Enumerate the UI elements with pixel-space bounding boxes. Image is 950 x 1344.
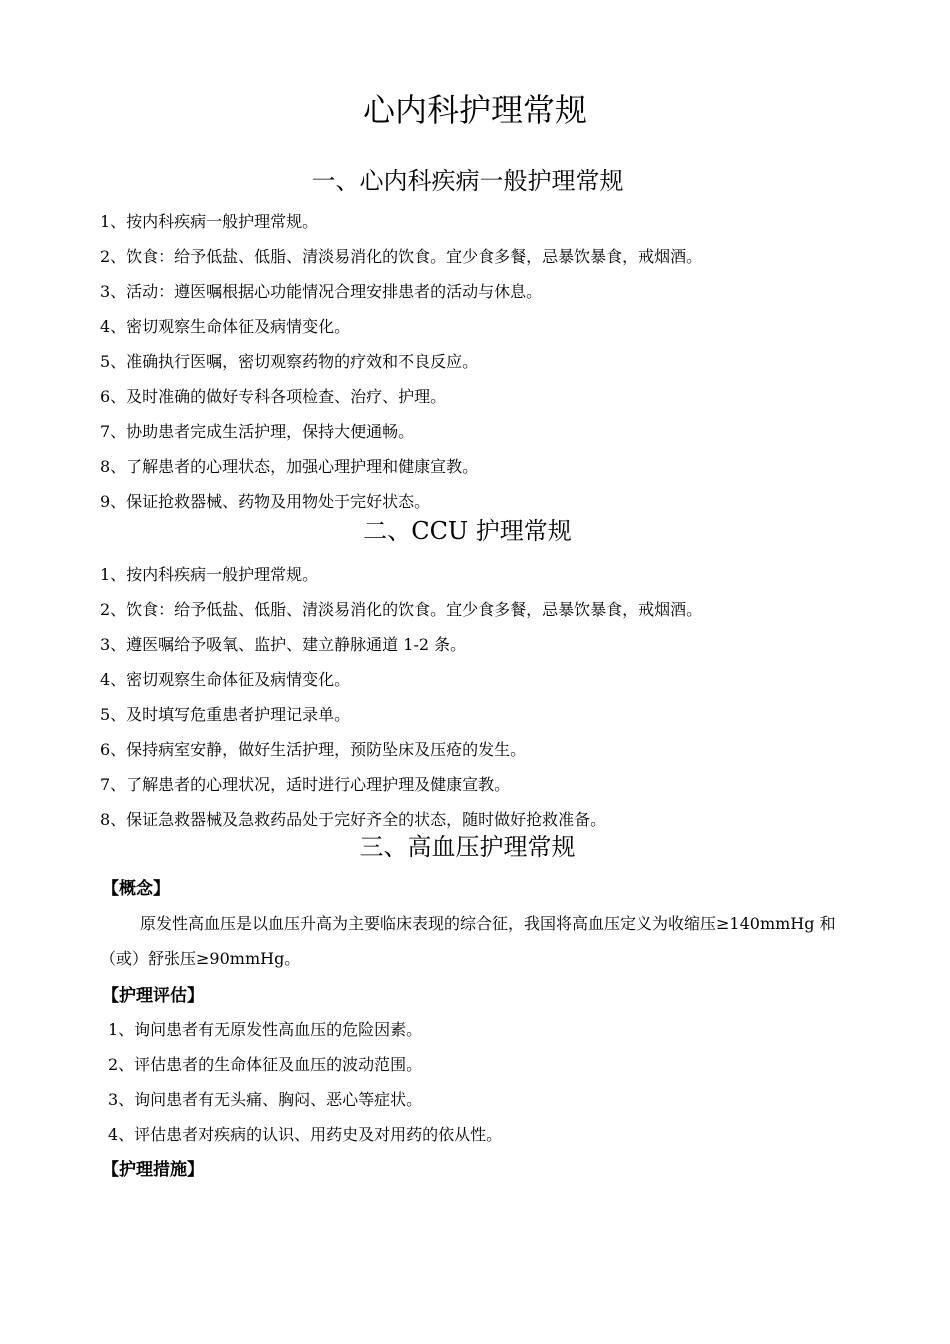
list-item: 5、准确执行医嘱，密切观察药物的疗效和不良反应。	[100, 352, 479, 371]
assessment-list	[108, 1012, 502, 1152]
measures-label: 【护理措施】	[102, 1160, 204, 1180]
list-item: 2、饮食：给予低盐、低脂、清淡易消化的饮食。宜少食多餐，忌暴饮暴食，戒烟酒。	[100, 600, 703, 619]
concept-label: 【概念】	[102, 879, 170, 899]
list-item: 8、了解患者的心理状态，加强心理护理和健康宣教。	[100, 457, 479, 476]
list-item: 4、密切观察生命体征及病情变化。	[100, 317, 351, 336]
list-item: 7、了解患者的心理状况，适时进行心理护理及健康宣教。	[100, 775, 511, 794]
list-item: 2、评估患者的生命体征及血压的波动范围。	[108, 1055, 423, 1074]
list-item: 1、按内科疾病一般护理常规。	[100, 565, 319, 584]
assessment-label: 【护理评估】	[102, 986, 204, 1006]
section-heading-general: 一、心内科疾病一般护理常规	[311, 167, 624, 195]
ccu-care-list	[100, 557, 702, 837]
list-item: 3、遵医嘱给予吸氧、监护、建立静脉通道 1-2 条。	[100, 635, 467, 654]
list-item: 6、及时准确的做好专科各项检查、治疗、护理。	[100, 387, 447, 406]
section-heading-hypertension: 三、高血压护理常规	[359, 833, 576, 861]
list-item: 6、保持病室安静，做好生活护理，预防坠床及压疮的发生。	[100, 740, 527, 759]
list-item: 1、按内科疾病一般护理常规。	[100, 212, 319, 231]
list-item: 4、评估患者对疾病的认识、用药史及对用药的依从性。	[108, 1125, 503, 1144]
list-item: 1、询问患者有无原发性高血压的危险因素。	[108, 1020, 423, 1039]
general-care-list	[100, 204, 702, 519]
list-item: 5、及时填写危重患者护理记录单。	[100, 705, 351, 724]
list-item: 2、饮食：给予低盐、低脂、清淡易消化的饮食。宜少食多餐，忌暴饮暴食，戒烟酒。	[100, 247, 703, 266]
document-title: 心内科护理常规	[362, 91, 587, 129]
section-heading-ccu: 二、CCU 护理常规	[363, 517, 572, 545]
list-item: 8、保证急救器械及急救药品处于完好齐全的状态，随时做好抢救准备。	[100, 810, 607, 829]
list-item: 9、保证抢救器械、药物及用物处于完好状态。	[100, 492, 431, 511]
list-item: 3、活动：遵医嘱根据心功能情况合理安排患者的活动与休息。	[100, 282, 543, 301]
list-item: 7、协助患者完成生活护理，保持大便通畅。	[100, 422, 415, 441]
concept-paragraph: 原发性高血压是以血压升高为主要临床表现的综合征，我国将高血压定义为收缩压≥140mmHg 和（或）舒张压≥90mmHg。	[100, 914, 836, 968]
list-item: 4、密切观察生命体征及病情变化。	[100, 670, 351, 689]
list-item: 3、询问患者有无头痛、胸闷、恶心等症状。	[108, 1090, 423, 1109]
